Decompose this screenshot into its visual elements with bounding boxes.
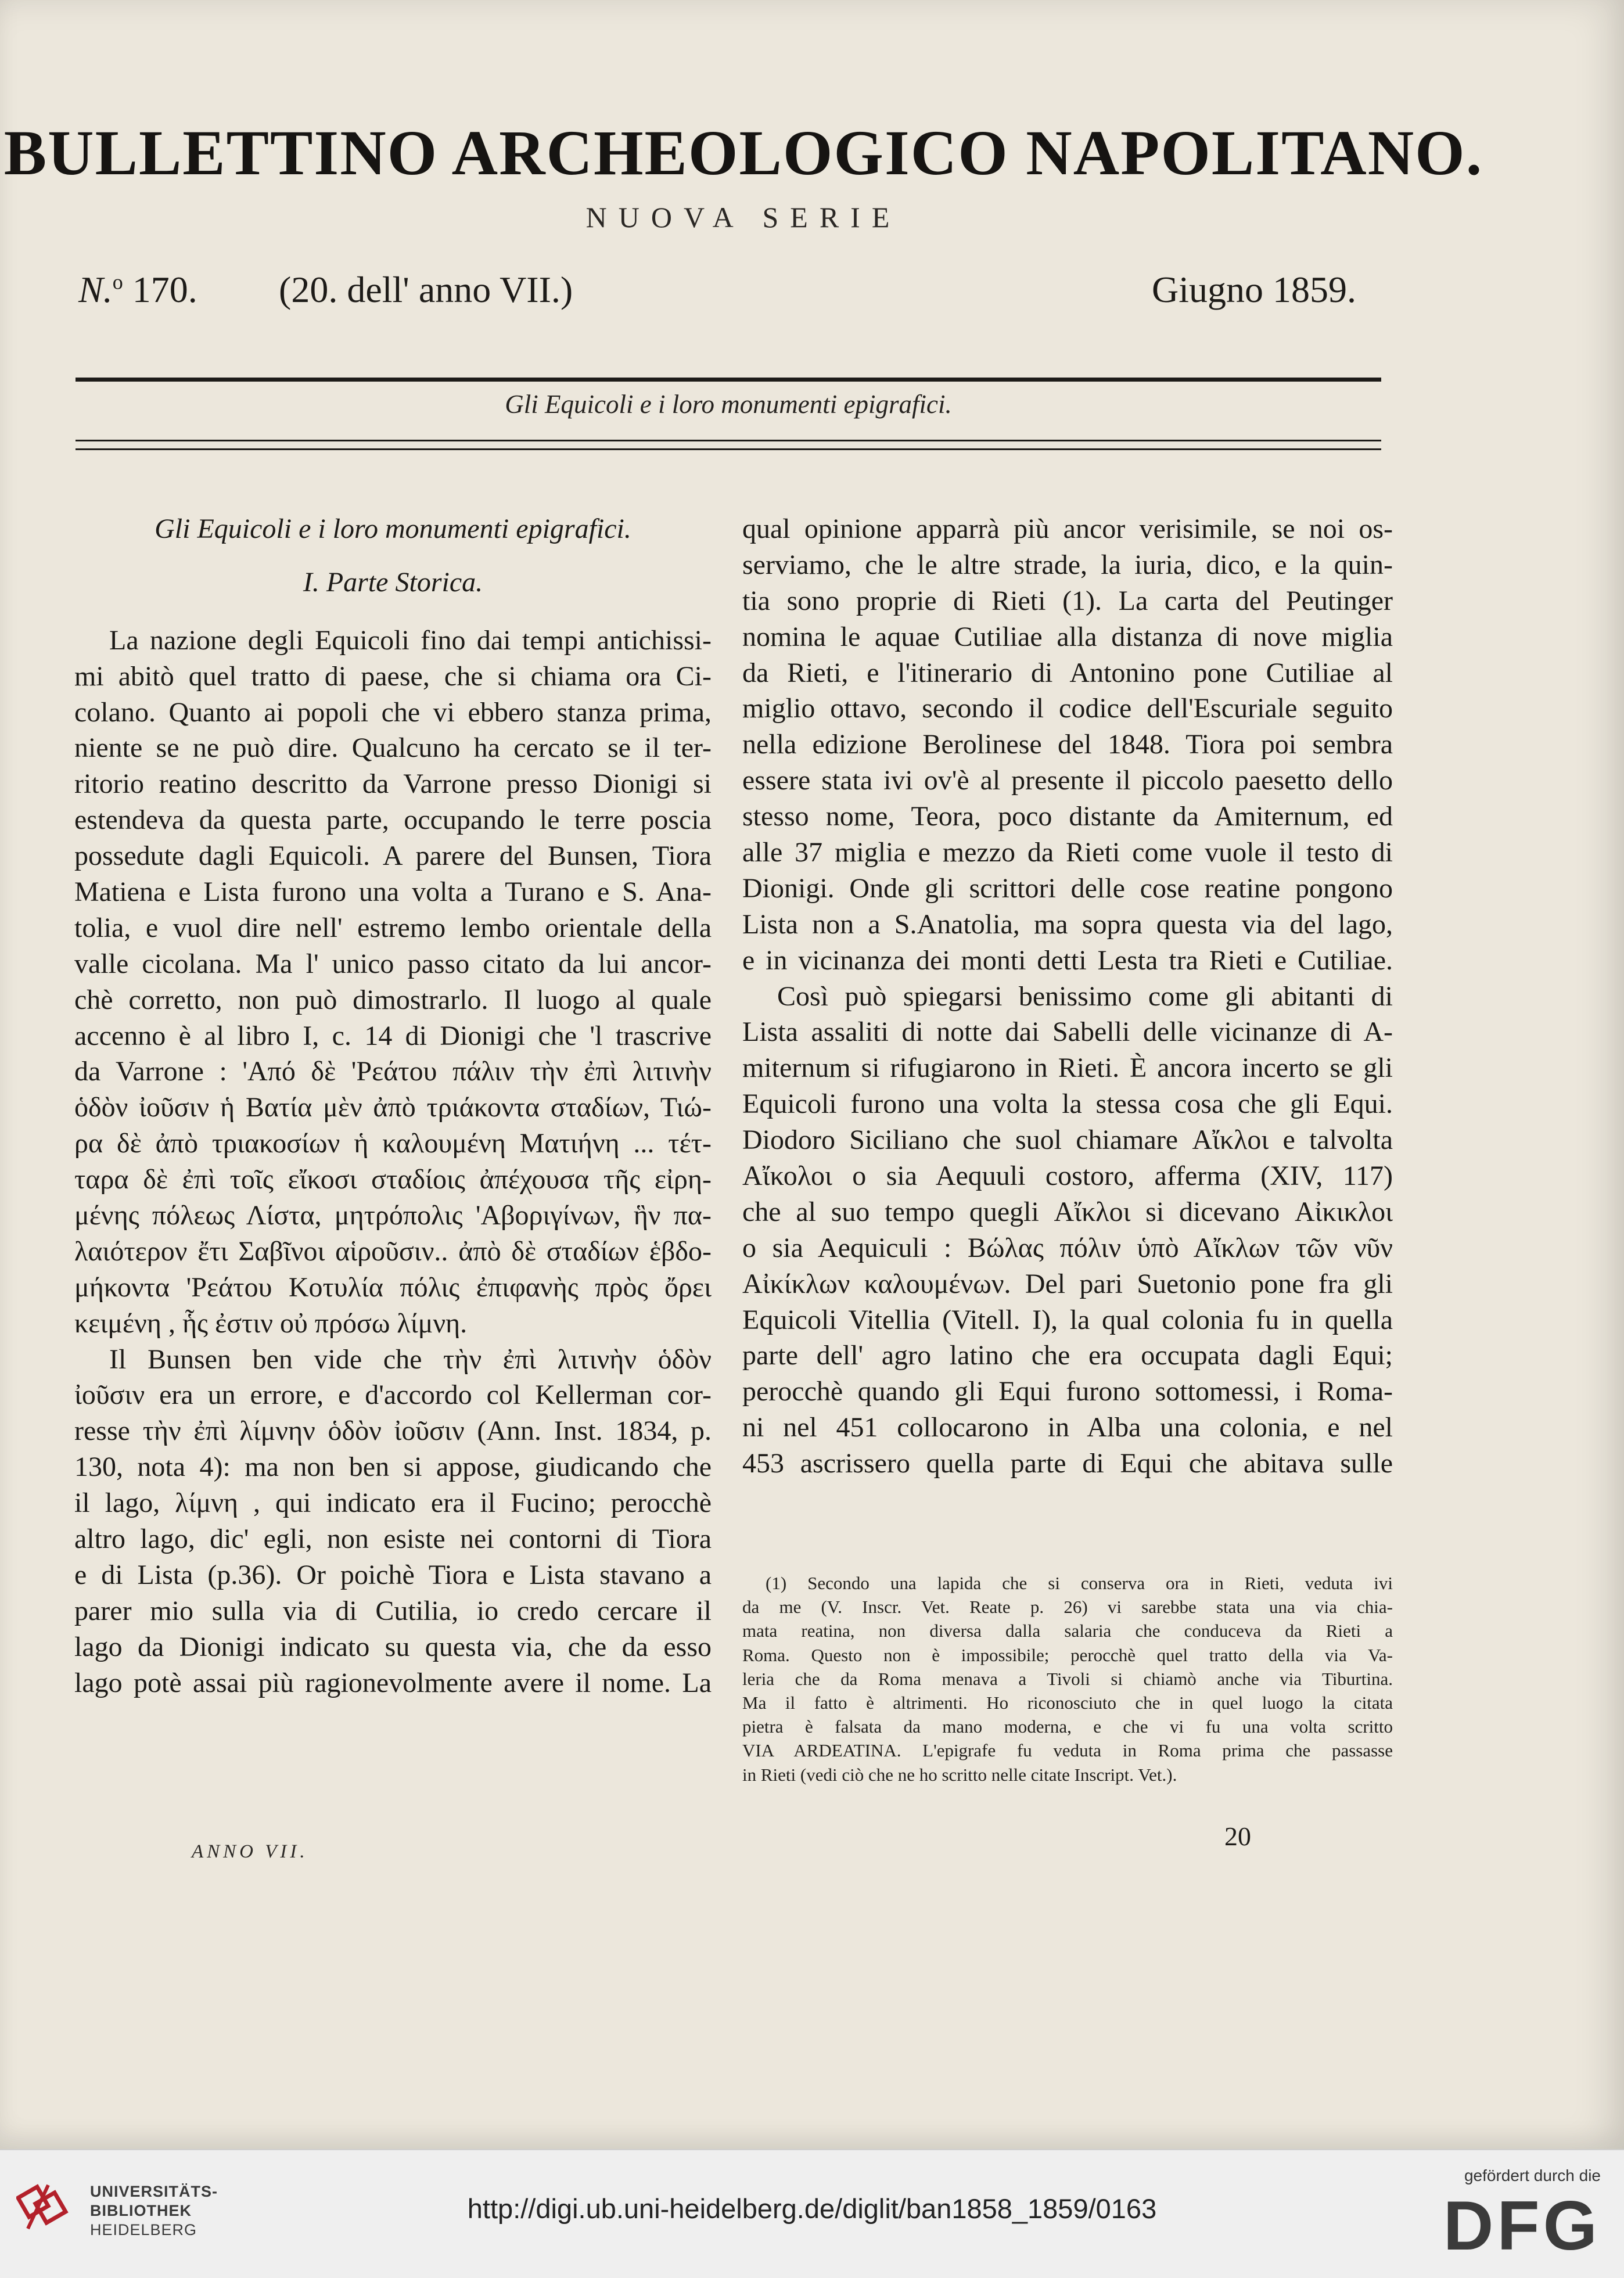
text-line: mi abitò quel tratto di paese, che si chiama ora Ci-	[74, 660, 712, 692]
greek-line: ταρα δὲ ἐπὶ τοῖς εἴκοσι σταδίοις ἀπέχουσα τῆς εἰρη-	[74, 1164, 712, 1195]
text-line: estendeva da questa parte, occupando le terre poscia	[74, 804, 712, 836]
text-line: da Varrone : 'Από δὲ 'Ρεάτου πάλιν τὴν ἐπὶ λιτινὴν	[74, 1056, 712, 1087]
text-line: valle cicolana. Ma l' unico passo citato da lui ancor-	[74, 948, 712, 979]
text-line: possedute dagli Equicoli. A parere del Bunsen, Tiora	[74, 840, 712, 872]
text-line: serviamo, che le altre strade, la iuria, dico, e la quin-	[742, 549, 1393, 580]
text-line: 130, nota 4): ma non ben si appose, giudicando che	[74, 1451, 712, 1483]
issue-line	[78, 268, 1356, 315]
page-number: 20	[1224, 1821, 1251, 1851]
text-line: Αἰκίκλων καλουμένων. Del pari Suetonio pone fra gli	[742, 1268, 1393, 1299]
footnote-line: mata reatina, non diversa dalla salaria che conduceva da Rieti a	[742, 1621, 1393, 1641]
text-line: miglio ottavo, secondo il codice dell'Escuriale seguito	[742, 693, 1393, 724]
left-column	[74, 511, 712, 1701]
journal-title: BULLETTINO ARCHEOLOGICO NAPOLITANO.	[3, 117, 1483, 188]
issue-year: (20. dell' anno VII.)	[279, 269, 573, 310]
dfg-logo-icon[interactable]: DFG	[1443, 2187, 1601, 2265]
text-line: accenno è al libro I, c. 14 di Dionigi che 'l trascrive	[74, 1020, 712, 1051]
footnote-line: VIA ARDEATINA. L'epigrafe fu veduta in Roma prima che passasse	[742, 1740, 1393, 1761]
text-line: ni nel 451 collocarono in Alba una colonia, e nel	[742, 1412, 1393, 1443]
text-line: tia sono proprie di Rieti (1). La carta del Peutinger	[742, 585, 1393, 616]
text-line: nomina le aquae Cutiliae alla distanza di nove miglia	[742, 621, 1393, 652]
footnote-line: (1) Secondo una lapida che si conserva ora in Rieti, veduta ivi	[766, 1573, 1393, 1593]
text-line: colano. Quanto ai popoli che vi ebbero stanza prima,	[74, 696, 712, 728]
text-line: ritorio reatino descritto da Varrone presso Dionigi si	[74, 768, 712, 800]
signature-line: ANNO VII.	[192, 1841, 308, 1862]
footnote-line: da me (V. Inscr. Vet. Reate p. 26) vi sarebbe stata una via chia-	[742, 1597, 1393, 1618]
journal-subtitle: NUOVA SERIE	[585, 201, 901, 233]
text-line: il lago, λίμνη , qui indicato era il Fucino; perocchè	[74, 1487, 712, 1519]
text-line: miternum si rifugiarono in Rieti. È ancora incerto se gli	[742, 1052, 1393, 1084]
text-line: 453 ascrissero quella parte di Equi che abitava sulle	[742, 1448, 1393, 1479]
permalink[interactable]: http://digi.ub.uni-heidelberg.de/diglit/ban1858_1859/0163	[467, 2193, 1157, 2224]
text-line: Il Bunsen ben vide che τὴν ἐπὶ λιτινὴν ὁδὸν	[109, 1343, 712, 1375]
text-line: Lista non a S.Anatolia, ma sopra questa via del lago,	[742, 908, 1393, 940]
text-line: Equicoli Vitellia (Vitell. I), la qual colonia fu in quella	[742, 1304, 1393, 1335]
footnote-line: pietra è falsata da mano moderna, e che vi fu una volta scritto	[742, 1716, 1393, 1737]
text-line: altro lago, dic' egli, non esiste nei contorni di Tiora	[74, 1524, 712, 1555]
library-name-line: BIBLIOTHEK	[90, 2202, 192, 2219]
greek-line: λαιότερον ἔτι Σαβῖνοι αἱροῦσιν.. ἀπὸ δὲ σταδίων ἑβδο-	[74, 1235, 712, 1267]
section-heading: I. Parte Storica.	[303, 566, 483, 598]
text-line: parte dell' agro latino che era occupata dagli Equi;	[742, 1340, 1393, 1371]
text-line: qual opinione apparrà più ancor verisimile, se noi os-	[742, 513, 1393, 544]
text-line: perocchè quando gli Equi furono sottomessi, i Roma-	[742, 1376, 1393, 1407]
top-rule	[76, 378, 1381, 382]
text-line: Equicoli furono una volta la stessa cosa che gli Equi.	[742, 1088, 1393, 1120]
greek-line: μένης πόλεως Λίστα, μητρόπολις 'Αβοριγίνων, ἣν πα-	[74, 1200, 712, 1231]
text-line: Lista assaliti di notte dai Sabelli delle vicinanze di A-	[742, 1016, 1393, 1048]
text-line: niente se ne può dire. Qualcuno ha cercato se il ter-	[74, 732, 712, 764]
text-line: Diodoro Siciliano che suol chiamare Αἴκλοι e talvolta	[742, 1124, 1393, 1156]
text-line: chè corretto, non può dimostrarlo. Il luogo al quale	[74, 984, 712, 1015]
library-name-line: HEIDELBERG	[90, 2221, 197, 2239]
text-line: La nazione degli Equicoli fino dai tempi antichissi-	[109, 624, 712, 656]
right-column	[742, 511, 1393, 1482]
text-line: stesso nome, Teora, poco distante da Amiternum, ed	[742, 801, 1393, 832]
article-heading: Gli Equicoli e i loro monumenti epigrafici.	[155, 513, 631, 544]
text-line: Αἴκολοι o sia Aequuli costoro, afferma (XIV, 117)	[742, 1160, 1393, 1192]
text-line: parer mio sulla via di Cutilia, io credo cercare il	[74, 1595, 712, 1626]
text-line: e di Lista (p.36). Or poichè Tiora e Lista stavano a	[74, 1559, 712, 1590]
text-line: Dionigi. Onde gli scrittori delle cose reatine pongono	[742, 872, 1393, 904]
footnotes	[742, 1571, 1393, 1787]
text-line: o sia Aequiculi : Βώλας πόλιν ὑπὸ Αἴκλων τῶν νῦν	[742, 1232, 1393, 1263]
text-line: tolia, e vuol dire nell' estremo lembo orientale della	[74, 912, 712, 943]
text-line: Così può spiegarsi benissimo come gli abitanti di	[777, 980, 1393, 1012]
text-line: da Rieti, e l'itinerario di Antonino pone Cutiliae al	[742, 657, 1393, 688]
funder-label: gefördert durch die	[1464, 2166, 1601, 2184]
greek-line: μήκοντα 'Ρεάτου Κοτυλία πόλις ἐπιφανὴς πρὸς ὄρει	[74, 1271, 712, 1303]
text-line: ἰοῦσιν era un errore, e d'accordo col Kellerman cor-	[74, 1379, 712, 1411]
text-line: Matiena e Lista furono una volta a Turano e S. Ana-	[74, 876, 712, 908]
banner-rule-2	[76, 448, 1381, 450]
footnote-line: leria che da Roma menava a Tivoli si chiamò anche via Tiburtina.	[742, 1668, 1393, 1689]
banner-rule-1	[76, 440, 1381, 441]
text-line: essere stata ivi ov'è al presente il piccolo paesetto dello	[742, 765, 1393, 796]
footnote-line: Ma il fatto è altrimenti. Ho riconosciuto che in quel luogo la citata	[742, 1692, 1393, 1713]
viewer-footer	[0, 2149, 1624, 2278]
article-banner: Gli Equicoli e i loro monumenti epigrafici.	[505, 390, 952, 419]
footnote-line: in Rieti (vedi ciò che ne ho scritto nelle citate Inscript. Vet.).	[742, 1764, 1177, 1785]
text-line: alle 37 miglia e mezzo da Rieti come vuole il testo di	[742, 837, 1393, 868]
library-name-line: UNIVERSITÄTS-	[90, 2183, 218, 2200]
text-line: nella edizione Berolinese del 1848. Tiora poi sembra	[742, 729, 1393, 760]
text-line: e in vicinanza dei monti detti Lesta tra Rieti e Cutiliae.	[742, 944, 1393, 976]
text-line: che al suo tempo quegli Αἴκλοι si dicevano Αἰκικλοι	[742, 1196, 1393, 1227]
greek-line: ὁδὸν ἰοῦσιν ἡ Βατία μὲν ἀπὸ τριάκοντα σταδίων, Τιώ-	[74, 1092, 712, 1123]
greek-line: ρα δὲ ἀπὸ τριακοσίων ἡ καλουμένη Ματιήνη ... τέτ-	[74, 1128, 712, 1159]
issue-date: Giugno 1859.	[1152, 269, 1356, 310]
text-line: lago potè assai più ragionevolmente avere il nome. La	[74, 1667, 712, 1698]
text-line: resse τὴν ἐπὶ λίμνην ὁδὸν ἰοῦσιν (Ann. Inst. 1834, p.	[74, 1415, 712, 1447]
text-line: lago da Dionigi indicato su questa via, che da esso	[74, 1631, 712, 1662]
footnote-line: Roma. Questo non è impossibile; perocchè quel tratto della via Va-	[742, 1644, 1393, 1665]
issue-number: N.$^o$ 170.	[78, 269, 197, 310]
greek-line: κειμένη , ἧς ἐστιν οὐ πρόσω λίμνη.	[74, 1307, 468, 1339]
